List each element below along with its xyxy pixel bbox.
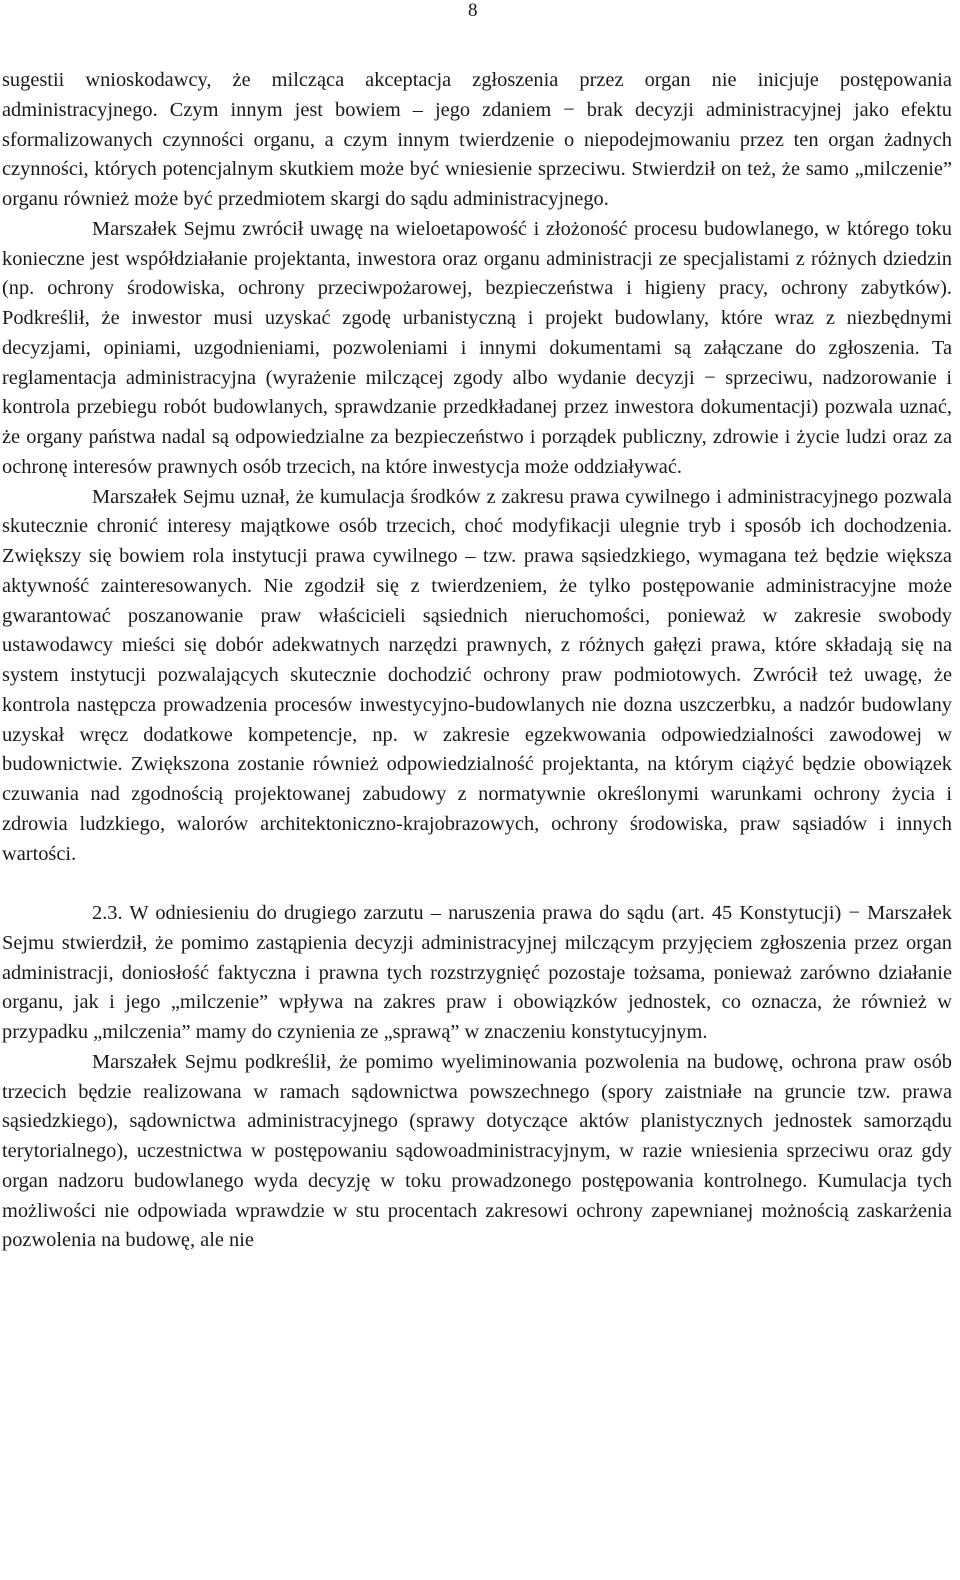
paragraph-continuation: sugestii wnioskodawcy, że milcząca akceptacja zgłoszenia przez organ nie inicjuje postępowania administracyjnego. Czym innym jest bowiem – jego zdaniem − brak decyzji administracyjnej jako efektu sformalizowanych czynności organu, a czym innym twierdzenie o niepodejmowaniu przez ten organ żadnych czynności, których potencjalnym skutkiem może być wniesienie sprzeciwu. Stwierdził on też, że samo „milczenie” organu również może być przedmiotem skargi do sądu administracyjnego. bbox=[2, 69, 952, 210]
document-body bbox=[2, 66, 952, 1256]
paragraph-civil-law-remedies: Marszałek Sejmu uznał, że kumulacja środków z zakresu prawa cywilnego i administracyjnego pozwala skutecznie chronić interesy majątkowe osób trzecich, choć modyfikacji ulegnie tryb i sposób ich dochodzenia. Zwiększy się bowiem rola instytucji prawa cywilnego – tzw. prawa sąsiedzkiego, wymagana też będzie większa aktywność zainteresowanych. Nie zgodził się z twierdzeniem, że tylko postępowanie administracyjne może gwarantować poszanowanie praw właścicieli sąsiednich nieruchomości, ponieważ w zakresie swobody ustawodawcy mieści się dobór adekwatnych narzędzi prawnych, z różnych gałęzi prawa, które składają się na system instytucji pozwalających skutecznie dochodzić ochrony praw podmiotowych. Zwrócił też uwagę, że kontrola następcza prowadzenia procesów inwestycyjno-budowlanych nie dozna uszczerbku, a nadzór budowlany uzyskał wręcz dodatkowe kompetencje, np. w zakresie egzekwowania odpowiedzialności zawodowej w budownictwie. Zwiększona zostanie również odpowiedzialność projektanta, na którym ciążyć będzie obowiązek czuwania nad zgodnością projektowanej zabudowy z normatywnie określonymi warunkami ochrony życia i zdrowia ludzkiego, walorów architektoniczno-krajobrazowych, ochrony środowiska, praw sąsiadów i innych wartości. bbox=[2, 485, 952, 865]
paragraph-construction-process: Marszałek Sejmu zwrócił uwagę na wieloetapowość i złożoność procesu budowlanego, w którego toku konieczne jest współdziałanie projektanta, inwestora oraz organu administracji ze specjalistami z różnych dziedzin (np. ochrony środowiska, ochrony przeciwpożarowej, bezpieczeństwa i higieny pracy, ochrony zabytków). Podkreślił, że inwestor musi uzyskać zgodę urbanistyczną i projekt budowlany, które wraz z niezbędnymi decyzjami, opiniami, uzgodnieniami, pozwoleniami i innymi dokumentami są załączane do zgłoszenia. Ta reglamentacja administracyjna (wyrażenie milczącej zgody albo wydanie decyzji − sprzeciwu, nadzorowanie i kontrola przebiegu robót budowlanych, sprawdzanie przedkładanej przez inwestora dokumentacji) pozwala uznać, że organy państwa nadal są odpowiedzialne za bezpieczeństwo i porządek publiczny, zdrowie i życie ludzi oraz za ochronę interesów prawnych osób trzecich, na które inwestycja może oddziaływać. bbox=[2, 217, 952, 478]
paragraph-section-2-3: 2.3. W odniesieniu do drugiego zarzutu – naruszenia prawa do sądu (art. 45 Konstytucji) − Marszałek Sejmu stwierdził, że pomimo zastąpienia decyzji administracyjnej milczącym przyjęciem zgłoszenia przez organ administracji, doniosłość faktyczna i prawna tych rozstrzygnięć pozostaje tożsama, ponieważ zarówno działanie organu, jak i jego „milczenie” wpływa na zakres praw i obowiązków jednostek, co oznacza, że również w przypadku „milczenia” mamy do czynienia ze „sprawą” w znaczeniu konstytucyjnym. bbox=[2, 902, 952, 1043]
page-number: 8 bbox=[468, 0, 478, 21]
paragraph-third-party-protection: Marszałek Sejmu podkreślił, że pomimo wyeliminowania pozwolenia na budowę, ochrona praw osób trzecich będzie realizowana w ramach sądownictwa powszechnego (spory zaistniałe na gruncie tzw. prawa sąsiedzkiego), sądownictwa administracyjnego (sprawy dotyczące aktów planistycznych jednostek samorządu terytorialnego), uczestnictwa w postępowaniu sądowoadministracyjnym, w razie wniesienia sprzeciwu oraz gdy organ nadzoru budowlanego wyda decyzję w toku prowadzonego postępowania kontrolnego. Kumulacja tych możliwości nie odpowiada wprawdzie w stu procentach zakresowi ochrony zapewnianej możnością zaskarżenia pozwolenia na budowę, ale nie bbox=[2, 1050, 952, 1252]
